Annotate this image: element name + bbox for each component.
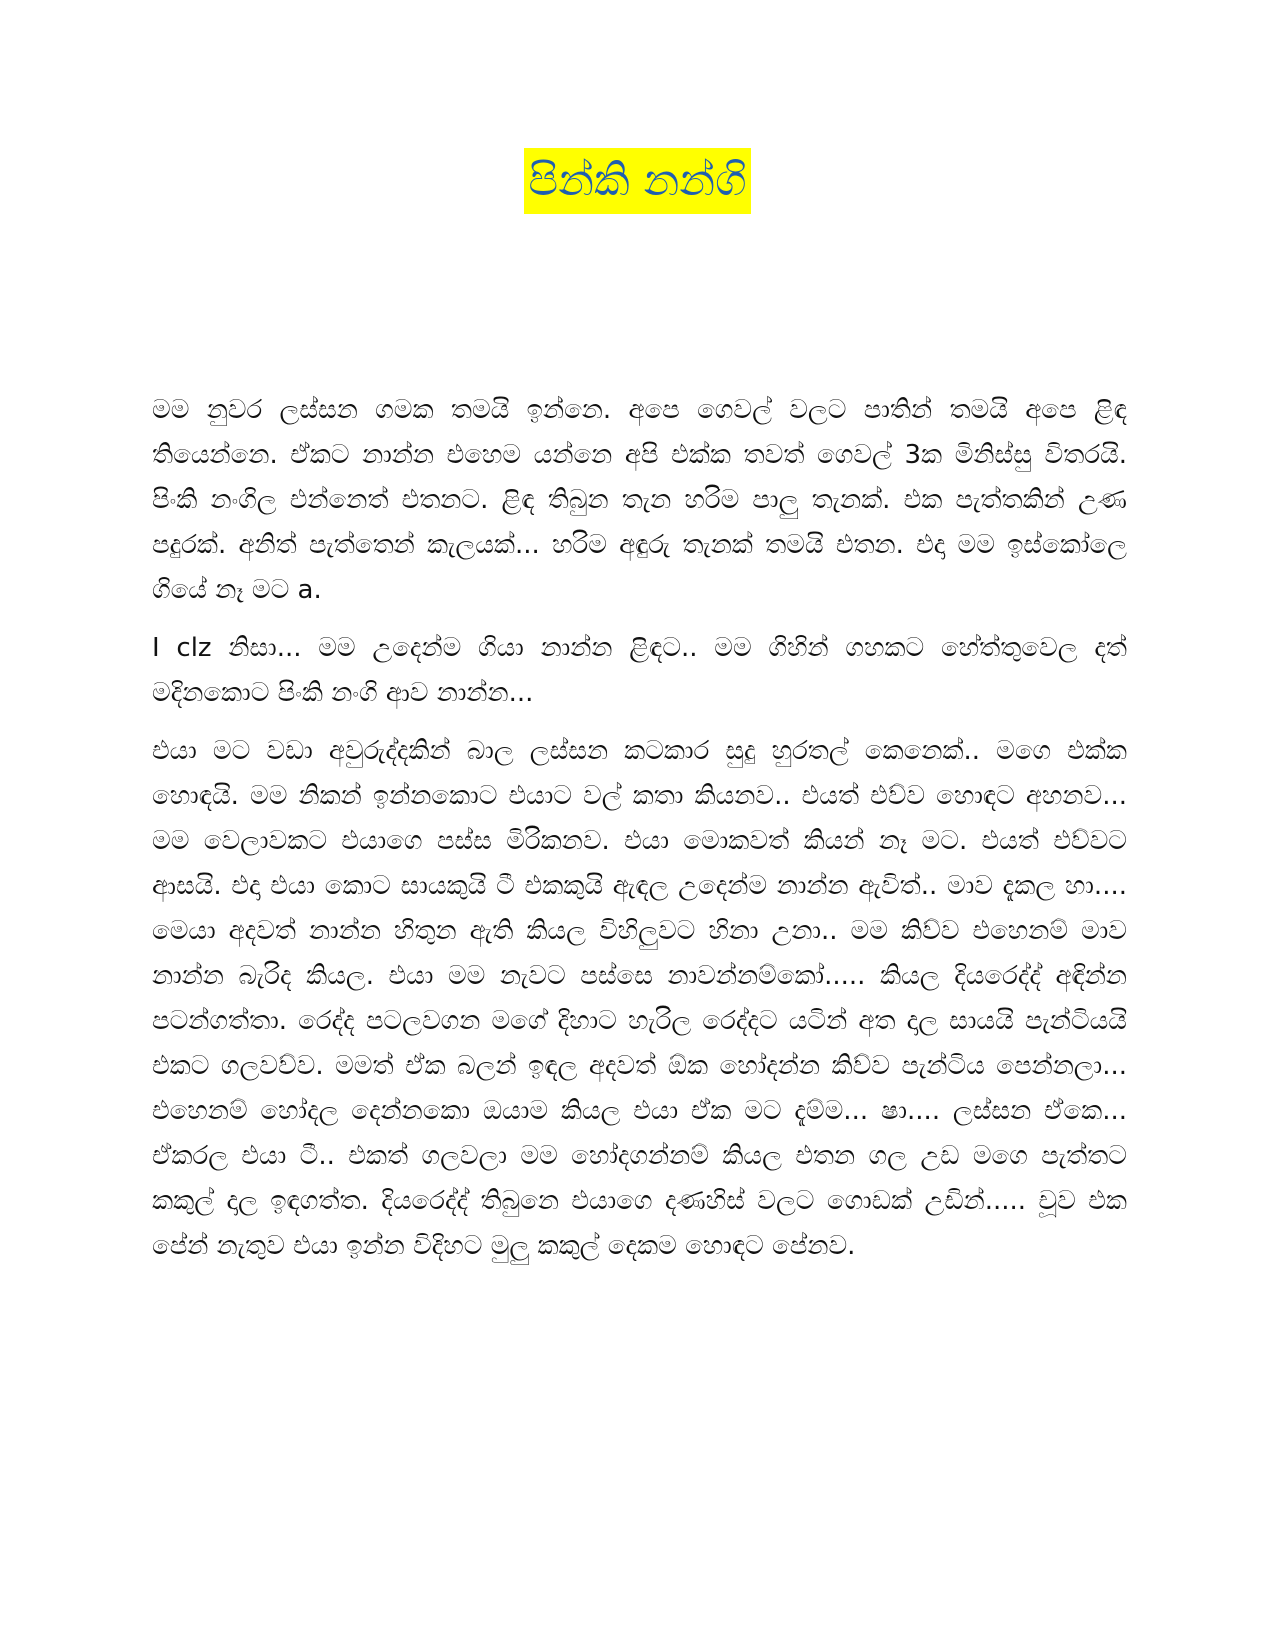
paragraph-3: එයා මට වඩා අවුරුද්දකින් බාල ලස්සන කටකාර සුදු හුරතල් කෙනෙක්.. මගෙ එක්ක හොඳයි. මම නිකන් ඉන්නකොට එයාට වල් කතා කියනව.. එයත් එව්ව හොඳට අහනව... මම වෙලාවකට එයාගෙ පස්ස මිරිකනව. එයා මොකවත් කියන් නෑ මට. එයත් එව්වට ආසයි. එදා එයා කොට සායකුයි ටී එකකුයි ඇඳල උදෙන්ම නාන්න ඇවිත්.. මාව දැකල හා.... මෙයා අදවත් නාන්න හිතුන ඇති කියල විහිලුවට හිනා උනා.. මම කිව්ව එහෙනම් මාව නාන්න බැරිද කියල. එයා මම නැවට පස්සෙ නාවන්නම්කෝ..... කියල දියරෙද්ද් අඳින්න පටන්ගත්තා. රෙද්ද පටලවගන මගේ දිහාට හැරිල රෙද්දට යටින් අත දාල සායයි පැන්ටියයි එකට ගලවව්ව. මමත් ඒක බලන් ඉඳල අදවත් ඕක හෝදන්න කිව්ව පැන්ටිය පෙන්නලා... එහෙනම් හෝදල දෙන්නකො ඔයාම කියල එයා ඒක මට දැම්ම... ෂා.... ලස්සන ඒකෙ... ඒකරල එයා ටී.. එකත් ගලවලා මම හෝදගන්නම් කියල එතන ගල උඩ මගෙ පැත්තට කකුල් දාල ඉඳගත්ත. දියරෙද්ද් තිබුනෙ එයාගෙ දණහිස් වලට ගොඩක් උඩින්..... චූව එක පේන් නැතුව එයා ඉන්න විදිහට මුලු කකුල් දෙකම හොඳට පේනව. [152,736,1127,1261]
document-title: පින්කි නන්ගි [524,148,750,214]
document-body [152,388,1127,1282]
paragraph-2: I clz නිසා... මම උදෙන්ම ගියා නාන්න ළිඳට.. මම ගිහින් ගහකට හේත්තුවෙල දත් මදිනකොට පිංකි නංගි ආව නාන්න... [152,633,1127,708]
title-container [0,148,1275,214]
paragraph-1: මම නුවර ලස්සන ගමක තමයි ඉන්නෙ. අපෙ ගෙවල් වලට පාතින් තමයි අපෙ ළිඳ තියෙන්නෙ. ඒකට නාන්න එහෙම යන්නෙ අපි එක්ක තවත් ගෙවල් 3ක මිනිස්සු විතරයි. පිංකි නංගිල එන්නෙත් එතනට. ළිඳ තිබුන තැන හරිම පාලු තැනක්. එක පැත්තකින් උණ පදුරක්. අනිත් පැත්තෙන් කැලයක්... හරිම අඳුරු තැනක් තමයි එතන. එදා මම ඉස්කෝලෙ ගියේ නෑ මට a. [152,395,1127,605]
